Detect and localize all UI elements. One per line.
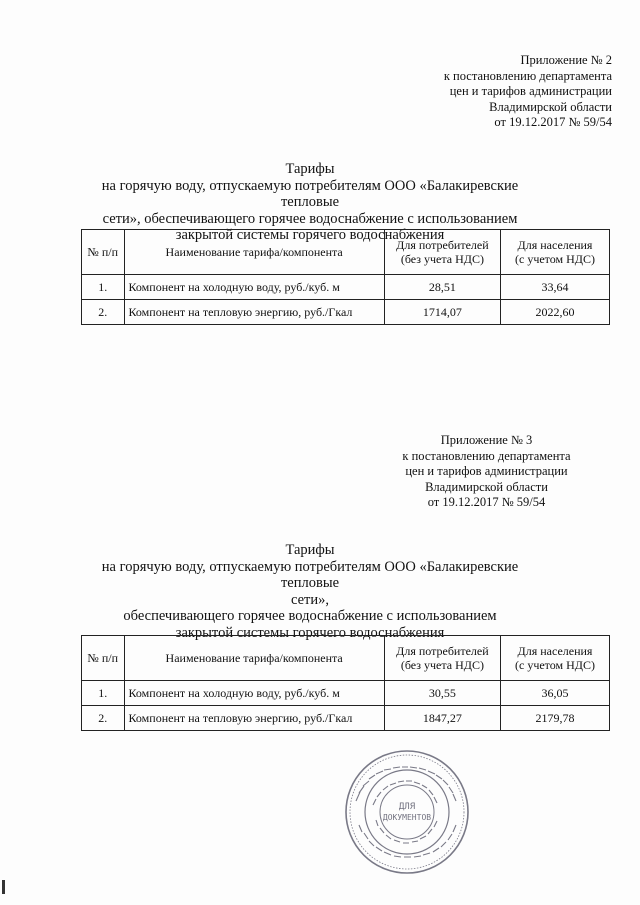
table-row bbox=[82, 706, 610, 731]
row-name: Компонент на холодную воду, руб./куб. м bbox=[124, 275, 384, 300]
row-population-value: 2022,60 bbox=[501, 300, 610, 325]
appendix-2-header bbox=[444, 53, 612, 131]
column-header-num: № п/п bbox=[82, 636, 125, 681]
appendix-3-tariff-table bbox=[81, 635, 610, 731]
column-header-population bbox=[501, 230, 610, 275]
row-num: 1. bbox=[82, 275, 125, 300]
appendix-3-title-line: на горячую воду, отпускаемую потребителям ООО «Балакиревские тепловые bbox=[101, 558, 519, 591]
row-num: 2. bbox=[82, 706, 125, 731]
seal-middle-ring bbox=[365, 770, 449, 854]
appendix-3-title-line: Тарифы bbox=[285, 542, 335, 558]
appendix-3-title-line: обеспечивающего горячее водоснабжение с использованием bbox=[123, 608, 497, 624]
row-population-value: 33,64 bbox=[501, 275, 610, 300]
row-num: 1. bbox=[82, 681, 125, 706]
row-consumers-value: 30,55 bbox=[384, 681, 500, 706]
appendix-3-header-line: Приложение № 3 bbox=[440, 433, 533, 447]
appendix-2-title-line: на горячую воду, отпускаемую потребителям ООО «Балакиревские тепловые bbox=[101, 177, 519, 210]
appendix-3-header-line: Владимирской области bbox=[425, 479, 548, 494]
row-population-value: 2179,78 bbox=[501, 706, 610, 731]
column-header-population-line: Для населения bbox=[517, 644, 593, 658]
row-population-value: 36,05 bbox=[501, 681, 610, 706]
table-row bbox=[82, 275, 610, 300]
appendix-2-header-line: Владимирской области bbox=[489, 99, 612, 114]
appendix-3-title bbox=[75, 542, 545, 641]
row-name: Компонент на тепловую энергию, руб./Гкал bbox=[124, 706, 384, 731]
appendix-3-header-line: цен и тарифов администрации bbox=[405, 464, 568, 478]
table-row bbox=[82, 300, 610, 325]
column-header-consumers bbox=[384, 230, 500, 275]
appendix-2-header-line: цен и тарифов администрации bbox=[449, 84, 612, 98]
column-header-num: № п/п bbox=[82, 230, 125, 275]
row-consumers-value: 1714,07 bbox=[384, 300, 500, 325]
table-header-row bbox=[82, 636, 610, 681]
table-row bbox=[82, 681, 610, 706]
seal-center-text-line: ДЛЯ bbox=[398, 802, 416, 812]
seal-ring-lettering bbox=[356, 767, 456, 857]
seal-dotted-ring bbox=[350, 755, 464, 869]
column-header-consumers-line: (без учета НДС) bbox=[400, 658, 484, 672]
scan-edge-mark bbox=[2, 880, 5, 894]
appendix-2-title-line: Тарифы bbox=[285, 161, 335, 177]
appendix-2-title-line: сети», обеспечивающего горячее водоснабжение с использованием bbox=[102, 210, 518, 227]
seal-center-text-line: ДОКУМЕНТОВ bbox=[382, 813, 432, 822]
appendix-3-header-line: от 19.12.2017 № 59/54 bbox=[427, 495, 546, 509]
appendix-2-title-line: закрытой системы горячего водоснабжения bbox=[175, 227, 445, 243]
row-name: Компонент на холодную воду, руб./куб. м bbox=[124, 681, 384, 706]
seal-inner-ring bbox=[380, 785, 434, 839]
column-header-name: Наименование тарифа/компонента bbox=[124, 636, 384, 681]
appendix-2-header-line: от 19.12.2017 № 59/54 bbox=[494, 115, 612, 129]
row-num: 2. bbox=[82, 300, 125, 325]
row-consumers-value: 1847,27 bbox=[384, 706, 500, 731]
column-header-consumers bbox=[384, 636, 500, 681]
appendix-3-header bbox=[385, 433, 588, 511]
row-name: Компонент на тепловую энергию, руб./Гкал bbox=[124, 300, 384, 325]
appendix-3-title-line: сети», bbox=[290, 591, 330, 608]
column-header-population bbox=[501, 636, 610, 681]
column-header-consumers-line: Для потребителей bbox=[396, 238, 489, 252]
column-header-consumers-line: (без учета НДС) bbox=[400, 252, 484, 266]
column-header-population-line: Для населения bbox=[517, 238, 593, 252]
appendix-3-title-line: закрытой системы горячего водоснабжения bbox=[175, 624, 445, 641]
column-header-consumers-line: Для потребителей bbox=[396, 644, 489, 658]
table-header-row bbox=[82, 230, 610, 275]
appendix-2-header-line: Приложение № 2 bbox=[520, 53, 612, 67]
column-header-name: Наименование тарифа/компонента bbox=[124, 230, 384, 275]
appendix-2-header-line: к постановлению департамента bbox=[443, 68, 612, 83]
column-header-population-line: (с учетом НДС) bbox=[515, 658, 595, 672]
column-header-population-line: (с учетом НДС) bbox=[515, 252, 595, 266]
appendix-2-tariff-table bbox=[81, 229, 610, 325]
row-consumers-value: 28,51 bbox=[384, 275, 500, 300]
appendix-3-header-line: к постановлению департамента bbox=[402, 448, 571, 463]
official-seal-stamp bbox=[342, 747, 472, 877]
seal-outer-ring bbox=[346, 751, 468, 873]
